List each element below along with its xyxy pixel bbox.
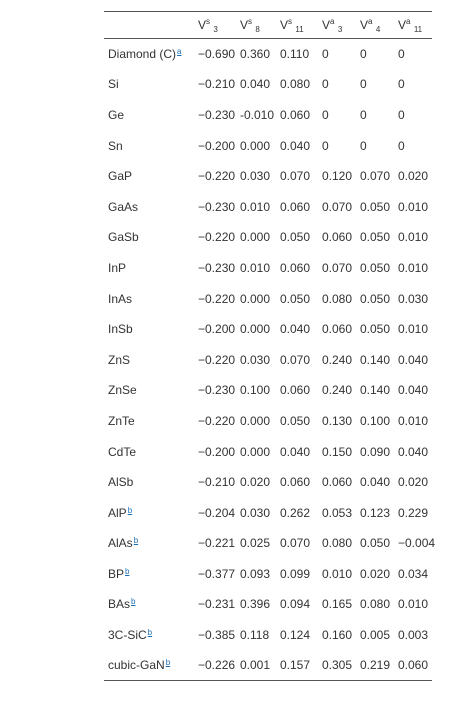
value-cell: 0 xyxy=(398,107,405,122)
material-cell xyxy=(104,39,194,70)
column-header-superscript: s xyxy=(288,16,293,26)
table-row xyxy=(104,436,432,467)
material-name: GaP xyxy=(108,169,133,184)
table-row xyxy=(104,589,432,620)
column-header-superscript: a xyxy=(406,16,411,26)
column-header-subscript: 11 xyxy=(295,24,304,34)
value-cell: 0.001 xyxy=(240,658,271,673)
table-row xyxy=(104,620,432,651)
material-cell xyxy=(104,283,194,314)
table-header xyxy=(104,12,432,39)
value-cell: 0.229 xyxy=(398,505,429,520)
value-cell: −0.230 xyxy=(198,383,236,398)
value-cell: 0.010 xyxy=(398,260,429,275)
column-header-subscript: 3 xyxy=(213,24,218,34)
material-cell xyxy=(104,650,194,681)
column-header-superscript: a xyxy=(368,16,373,26)
value-cell: 0.050 xyxy=(360,291,391,306)
material-name: Si xyxy=(108,77,119,92)
value-cell: 0.070 xyxy=(280,352,311,367)
material-cell xyxy=(104,528,194,559)
value-cell: 0.003 xyxy=(398,628,429,643)
value-cell: 0.050 xyxy=(360,322,391,337)
value-cell: 0.053 xyxy=(322,505,353,520)
material-cell xyxy=(104,589,194,620)
material-cell xyxy=(104,375,194,406)
value-cell: 0.020 xyxy=(398,475,429,490)
value-cell: 0.080 xyxy=(360,597,391,612)
material-name: AlSb xyxy=(108,475,134,490)
value-cell: 0.070 xyxy=(280,169,311,184)
column-header-superscript: a xyxy=(330,16,335,26)
column-header-symbol: V xyxy=(322,17,331,32)
value-cell: 0.020 xyxy=(240,475,271,490)
value-cell: 0.080 xyxy=(280,77,311,92)
header-row xyxy=(104,12,432,39)
value-cell: 0.262 xyxy=(280,505,311,520)
value-cell: 0.005 xyxy=(360,628,391,643)
value-cell: −0.220 xyxy=(198,230,236,245)
value-cell: 0.000 xyxy=(240,291,271,306)
value-cell: 0.070 xyxy=(280,536,311,551)
table-row xyxy=(104,69,432,100)
table-row xyxy=(104,130,432,161)
table-row xyxy=(104,497,432,528)
value-cell: 0.060 xyxy=(280,260,311,275)
value-cell: −0.004 xyxy=(398,536,436,551)
value-cell: 0.030 xyxy=(240,352,271,367)
material-name: InAs xyxy=(108,291,133,306)
table-row xyxy=(104,559,432,590)
value-cell: 0.070 xyxy=(360,169,391,184)
value-cell: 0.010 xyxy=(398,199,429,214)
value-cell: 0.010 xyxy=(398,322,429,337)
column-header-superscript: s xyxy=(248,16,253,26)
value-cell: 0.120 xyxy=(322,169,353,184)
value-cell: 0 xyxy=(360,47,367,62)
value-cell: 0.050 xyxy=(360,260,391,275)
column-header-a-3 xyxy=(318,12,356,39)
column-header-a-4 xyxy=(356,12,394,39)
footnote-link[interactable]: b xyxy=(165,658,171,668)
value-cell: 0.010 xyxy=(240,260,271,275)
value-cell: 0.020 xyxy=(360,566,391,581)
value-cell: 0.060 xyxy=(280,107,311,122)
column-header-a-11 xyxy=(394,12,432,39)
material-cell xyxy=(104,222,194,253)
table-row xyxy=(104,161,432,192)
table-row xyxy=(104,467,432,498)
material-name: InP xyxy=(108,260,127,275)
value-cell: 0.090 xyxy=(360,444,391,459)
value-cell: 0.140 xyxy=(360,383,391,398)
footnote-link[interactable]: a xyxy=(177,47,182,57)
value-cell: 0.050 xyxy=(280,413,311,428)
column-header-superscript: s xyxy=(206,16,211,26)
value-cell: 0.060 xyxy=(280,475,311,490)
value-cell: 0.050 xyxy=(280,230,311,245)
table-row xyxy=(104,253,432,284)
material-cell xyxy=(104,130,194,161)
value-cell: −0.220 xyxy=(198,352,236,367)
value-cell: 0.094 xyxy=(280,597,311,612)
value-cell: 0.080 xyxy=(322,536,353,551)
value-cell: 0.140 xyxy=(360,352,391,367)
value-cell: −0.200 xyxy=(198,444,236,459)
material-cell xyxy=(104,436,194,467)
value-cell: −0.230 xyxy=(198,260,236,275)
value-cell: 0 xyxy=(322,47,329,62)
value-cell: −0.220 xyxy=(198,413,236,428)
value-cell: 0.050 xyxy=(280,291,311,306)
material-name: InSb xyxy=(108,322,133,337)
value-cell: 0.040 xyxy=(398,352,429,367)
value-cell: 0.160 xyxy=(322,628,353,643)
column-header-s-8 xyxy=(236,12,276,39)
value-cell: −0.200 xyxy=(198,138,236,153)
material-cell xyxy=(104,253,194,284)
value-cell: −0.690 xyxy=(198,47,236,62)
footnote-link[interactable]: b xyxy=(131,597,136,607)
material-name: GaSb xyxy=(108,230,139,245)
value-cell: 0.010 xyxy=(398,413,429,428)
value-cell: 0 xyxy=(360,107,367,122)
table-row xyxy=(104,222,432,253)
value-cell: 0.118 xyxy=(240,628,270,643)
value-cell: −0.226 xyxy=(198,658,236,673)
column-header-symbol: V xyxy=(398,17,407,32)
footnote-link[interactable]: b xyxy=(127,505,133,515)
value-cell: 0.240 xyxy=(322,352,353,367)
value-cell: 0.360 xyxy=(240,47,271,62)
value-cell: 0.060 xyxy=(322,475,353,490)
material-cell xyxy=(104,191,194,222)
column-header-subscript: 4 xyxy=(375,24,381,34)
column-header-s-3 xyxy=(194,12,236,39)
value-cell: 0.050 xyxy=(360,199,391,214)
table-row xyxy=(104,375,432,406)
material-cell xyxy=(104,497,194,528)
material-cell xyxy=(104,467,194,498)
value-cell: −0.231 xyxy=(198,597,236,612)
value-cell: 0.165 xyxy=(322,597,353,612)
material-name: Diamond (C) xyxy=(108,47,177,62)
value-cell: 0.040 xyxy=(280,444,311,459)
material-name: Ge xyxy=(108,107,125,122)
value-cell: 0 xyxy=(360,138,367,153)
value-cell: −0.230 xyxy=(198,199,236,214)
column-header-s-11 xyxy=(276,12,318,39)
value-cell: 0.123 xyxy=(360,505,391,520)
value-cell: 0 xyxy=(322,138,329,153)
table-row xyxy=(104,528,432,559)
material-name: AlAs xyxy=(108,536,133,551)
table-row xyxy=(104,283,432,314)
value-cell: 0.070 xyxy=(322,199,353,214)
value-cell: 0.093 xyxy=(240,566,271,581)
material-cell xyxy=(104,161,194,192)
value-cell: −0.230 xyxy=(198,107,236,122)
material-cell xyxy=(104,69,194,100)
value-cell: −0.220 xyxy=(198,169,236,184)
material-column-header xyxy=(104,12,194,39)
material-cell xyxy=(104,100,194,131)
value-cell: 0 xyxy=(398,77,405,92)
value-cell: 0.000 xyxy=(240,444,271,459)
material-cell xyxy=(104,314,194,345)
value-cell: 0.219 xyxy=(360,658,391,673)
value-cell: -0.010 xyxy=(240,107,275,122)
material-cell xyxy=(104,620,194,651)
value-cell: 0.060 xyxy=(398,658,429,673)
column-header-symbol: V xyxy=(240,17,249,32)
value-cell: 0.000 xyxy=(240,138,271,153)
value-cell: 0.050 xyxy=(360,230,391,245)
value-cell: −0.200 xyxy=(198,322,236,337)
value-cell: 0.305 xyxy=(322,658,353,673)
value-cell: 0.010 xyxy=(322,566,353,581)
table-row xyxy=(104,406,432,437)
value-cell: 0.050 xyxy=(360,536,391,551)
value-cell: 0.100 xyxy=(360,413,391,428)
material-name: Sn xyxy=(108,138,123,153)
value-cell: 0.060 xyxy=(322,230,353,245)
value-cell: 0.060 xyxy=(280,383,311,398)
value-cell: 0.030 xyxy=(398,291,429,306)
value-cell: 0.080 xyxy=(322,291,353,306)
value-cell: 0 xyxy=(322,77,329,92)
material-cell xyxy=(104,344,194,375)
table-row xyxy=(104,344,432,375)
value-cell: 0.040 xyxy=(398,383,429,398)
value-cell: 0.070 xyxy=(322,260,353,275)
value-cell: 0.025 xyxy=(240,536,271,551)
value-cell: 0.030 xyxy=(240,169,271,184)
value-cell: 0.040 xyxy=(280,322,311,337)
material-name: GaAs xyxy=(108,199,139,214)
value-cell: 0 xyxy=(322,107,329,122)
value-cell: −0.377 xyxy=(198,566,236,581)
footnote-link[interactable]: b xyxy=(147,628,153,638)
column-header-symbol: V xyxy=(198,17,207,32)
material-name: 3C-SiC xyxy=(108,628,147,643)
column-header-symbol: V xyxy=(280,17,289,32)
value-cell: 0.034 xyxy=(398,566,429,581)
value-cell: 0.010 xyxy=(398,230,429,245)
material-cell xyxy=(104,559,194,590)
value-cell: −0.210 xyxy=(198,77,236,92)
value-cell: 0.100 xyxy=(240,383,271,398)
value-cell: 0.040 xyxy=(398,444,429,459)
value-cell: −0.385 xyxy=(198,628,236,643)
material-name: ZnS xyxy=(108,352,131,367)
value-cell: −0.204 xyxy=(198,505,236,520)
value-cell: 0.040 xyxy=(280,138,311,153)
value-cell: 0.030 xyxy=(240,505,271,520)
column-header-subscript: 3 xyxy=(337,24,343,34)
value-cell: 0.060 xyxy=(280,199,311,214)
value-cell: 0.040 xyxy=(360,475,391,490)
value-cell: 0 xyxy=(398,138,405,153)
value-cell: −0.220 xyxy=(198,291,236,306)
value-cell: 0.000 xyxy=(240,322,271,337)
column-header-symbol: V xyxy=(360,17,369,32)
footnote-link[interactable]: b xyxy=(133,536,139,546)
value-cell: 0.060 xyxy=(322,322,353,337)
pseudopotential-form-factor-table xyxy=(104,11,436,681)
value-cell: 0.150 xyxy=(322,444,353,459)
value-cell: 0.000 xyxy=(240,230,271,245)
material-cell xyxy=(104,406,194,437)
material-name: CdTe xyxy=(108,444,137,459)
material-name: ZnTe xyxy=(108,413,135,428)
table-row xyxy=(104,100,432,131)
value-cell: 0 xyxy=(360,77,367,92)
footnote-link[interactable]: b xyxy=(125,566,130,576)
value-cell: 0 xyxy=(398,47,405,62)
table-row xyxy=(104,39,432,70)
table-row xyxy=(104,314,432,345)
value-cell: 0.000 xyxy=(240,413,271,428)
value-cell: 0.124 xyxy=(280,628,311,643)
value-cell: 0.157 xyxy=(280,658,311,673)
table-row xyxy=(104,650,432,681)
value-cell: 0.010 xyxy=(240,199,271,214)
value-cell: −0.210 xyxy=(198,475,236,490)
material-name: BAs xyxy=(108,597,131,612)
table-body xyxy=(104,39,436,681)
material-name: ZnSe xyxy=(108,383,137,398)
value-cell: 0.130 xyxy=(322,413,353,428)
column-header-subscript: 8 xyxy=(255,24,260,34)
value-cell: 0.110 xyxy=(280,47,310,62)
pseudopotential-table-container xyxy=(104,11,436,681)
material-name: AlP xyxy=(108,505,127,520)
value-cell: −0.221 xyxy=(198,536,236,551)
value-cell: 0.040 xyxy=(240,77,271,92)
value-cell: 0.396 xyxy=(240,597,271,612)
material-name: BP xyxy=(108,566,125,581)
value-cell: 0.020 xyxy=(398,169,429,184)
table-row xyxy=(104,191,432,222)
value-cell: 0.240 xyxy=(322,383,353,398)
column-header-subscript: 11 xyxy=(413,24,423,34)
value-cell: 0.010 xyxy=(398,597,429,612)
material-name: cubic-GaN xyxy=(108,658,165,673)
value-cell: 0.099 xyxy=(280,566,311,581)
